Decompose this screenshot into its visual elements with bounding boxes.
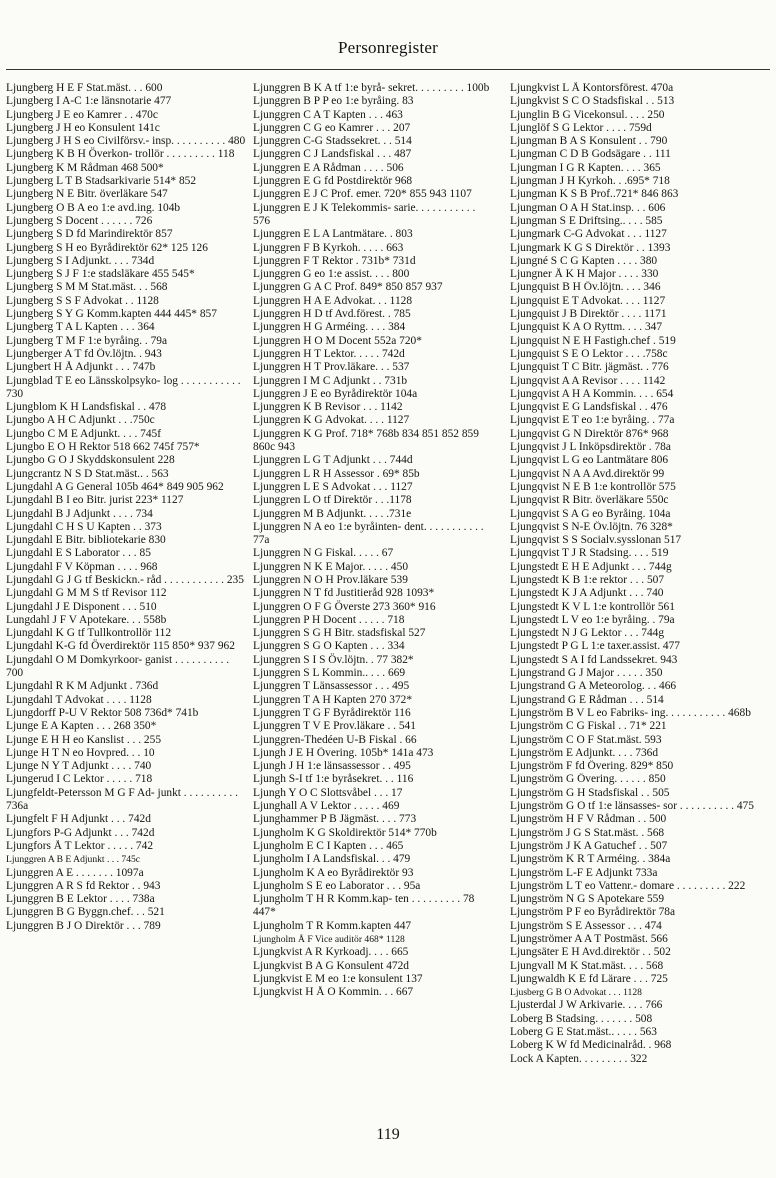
register-entry: Ljungberg J E eo Kamrer . . 470c xyxy=(6,108,158,121)
register-entry: Lungdahl J F V Apotekare. . . 558b xyxy=(6,613,167,626)
register-entry: Ljungberg O B A eo 1:e avd.ing. 104b xyxy=(6,201,181,214)
register-entry: Ljunggren T G F Byrådirektör 116 xyxy=(253,706,411,719)
register-entry: Ljungbo E O H Rektor 518 662 745f 757* xyxy=(6,441,200,454)
register-entry: Ljungquist K A O Ryttm. . . . 347 xyxy=(510,321,663,334)
register-entry: Ljungholm T H R Komm.kap- ten . . . . . . . . . 78 447* xyxy=(253,893,475,919)
register-entry: Ljunghammer P B Jägmäst. . . . 773 xyxy=(253,813,417,826)
register-entry: Ljungberg S M M Stat.mäst. . . 568 xyxy=(6,281,168,294)
register-entry: Ljungholm K A eo Byrådirektör 93 xyxy=(253,866,414,879)
register-entry: Ljunggren A R S fd Rektor . . 943 xyxy=(6,879,161,892)
register-entry: Ljungbert H Å Adjunkt . . . 747b xyxy=(6,361,156,374)
register-entry: Ljungberg I A-C 1:e länsnotarie 477 xyxy=(6,95,172,108)
register-entry: Ljungdahl A G General 105b 464* 849 905 962 xyxy=(6,480,224,493)
register-entry: Ljungqvist N E B 1:e kontrollör 575 xyxy=(510,480,676,493)
register-entry: Ljungqvist L G eo Lantmätare 806 xyxy=(510,454,669,467)
register-entry: Ljungstedt N J G Lektor . . . 744g xyxy=(510,627,665,640)
register-entry: Ljungström G H Stadsfiskal . . 505 xyxy=(510,786,670,799)
register-entry: Ljungfors Å T Lektor . . . . . 742 xyxy=(6,839,154,852)
register-entry: Ljungdorff P-U V Rektor 508 736d* 741b xyxy=(6,706,199,719)
register-entry: Ljungman C D B Godsägare . . 111 xyxy=(510,148,671,161)
register-entry: Ljungquist B H Öv.löjtn. . . . 346 xyxy=(510,281,661,294)
register-entry: Ljungholm I A Landsfiskal. . . 479 xyxy=(253,853,411,866)
register-entry: Ljunggren N A eo 1:e byråinten- dent. . . . . . . . . . . 77a xyxy=(253,520,484,547)
register-entry: Ljungström B V L eo Fabriks- ing. . . . . . . . . . . 468b xyxy=(510,706,751,719)
register-entry: Ljunggren O F G Överste 273 360* 916 xyxy=(253,600,436,613)
register-entry: Ljungström L-F E Adjunkt 733a xyxy=(510,866,658,879)
register-entry: Ljungvall M K Stat.mäst. . . . 568 xyxy=(510,959,664,972)
register-entry: Ljungström C G Fiskal . . 71* 221 xyxy=(510,720,667,733)
register-entry: Ljunggren N G Fiskal. . . . . 67 xyxy=(253,547,394,560)
register-entry: Ljungh Y O C Slottsvåbel . . . 17 xyxy=(253,786,403,799)
register-entry: Ljungqvist S A G eo Byråing. 104a xyxy=(510,507,671,520)
register-entry: Ljungdahl G M M S tf Revisor 112 xyxy=(6,587,167,600)
register-entry: Ljungholm Å F Vice auditör 468* 1128 xyxy=(253,934,405,945)
register-entry: Ljunggren F T Rektor . 731b* 731d xyxy=(253,254,416,267)
register-entry: Ljunggren E J K Telekommis- sarie. . . . . . . . . . . 576 xyxy=(253,201,476,227)
page-header: Personregister xyxy=(337,38,439,57)
register-entry: Ljungquist J B Direktör . . . . 1171 xyxy=(510,308,667,321)
register-entry: Ljungberg S D fd Marindirektör 857 xyxy=(6,228,173,241)
register-entry: Ljunggren F B Kyrkoh. . . . . 663 xyxy=(253,241,404,254)
register-entry: Ljunggren H O M Docent 552a 720* xyxy=(253,334,422,347)
register-entry: Ljunggren E G fd Postdirektör 968 xyxy=(253,175,413,188)
register-entry: Ljungh J H 1:e länsassessor . . 495 xyxy=(253,760,411,773)
register-entry: Ljungman I G R Kapten. . . . 365 xyxy=(510,161,661,174)
register-entry: Ljungberg S J F 1:e stadsläkare 455 545* xyxy=(6,268,195,281)
register-entry: Ljungberg S I Adjunkt. . . . 734d xyxy=(6,254,155,267)
register-entry: Ljungdahl B J Adjunkt . . . . 734 xyxy=(6,507,153,520)
register-entry: Ljunggren B K A tf 1:e byrå- sekret. . . . . . . . . 100b xyxy=(253,82,490,94)
register-entry: Ljungkvist E M eo 1:e konsulent 137 xyxy=(253,972,423,985)
register-entry: Ljunggren H G Arméing. . . . 384 xyxy=(253,321,406,334)
register-entry: Ljunggren C G eo Kamrer . . . 207 xyxy=(253,121,411,134)
register-entry: Ljunggren P H Docent . . . . . 718 xyxy=(253,613,405,626)
register-entry: Ljungström P F eo Byrådirektör 78a xyxy=(510,906,676,919)
register-entry: Ljunghall A V Lektor . . . . . 469 xyxy=(253,800,400,813)
register-entry: Ljunggren G eo 1:e assist. . . . 800 xyxy=(253,268,410,281)
register-entry: Ljunggren N O H Prov.läkare 539 xyxy=(253,573,408,586)
register-entry: Ljungberg H E F Stat.mäst. . . 600 xyxy=(6,82,163,94)
register-entry: Ljungdahl J E Disponent . . . 510 xyxy=(6,600,157,613)
register-entry: Ljunggren L O tf Direktör . . .1178 xyxy=(253,494,412,507)
register-entry: Ljungstedt K B 1:e rektor . . . 507 xyxy=(510,573,665,586)
register-entry: Ljunggren B E Lektor . . . . 738a xyxy=(6,893,155,906)
register-entry: Ljungh S-I tf 1:e byråsekret. . . 116 xyxy=(253,773,414,786)
register-entry: Ljunggren C A T Kapten . . . 463 xyxy=(253,108,403,121)
register-entry: Ljunggren S G O Kapten . . . 334 xyxy=(253,640,405,653)
register-entry: Ljungdahl F V Köpman . . . . 968 xyxy=(6,560,158,573)
register-entry: Ljungkvist L Å Kontorsförest. 470a xyxy=(510,82,674,94)
register-entry: Ljunggren L G T Adjunkt . . . 744d xyxy=(253,454,413,467)
register-entry: Ljungdahl E S Laborator . . . 85 xyxy=(6,547,151,560)
register-entry: Loberg G E Stat.mäst.. . . . . 563 xyxy=(510,1026,657,1039)
register-entry: Ljungström L T eo Vattenr.- domare . . . . . . . . . 222 xyxy=(510,879,746,892)
register-entry: Ljungstrand G J Major . . . . . 350 xyxy=(510,667,663,680)
register-entry: Ljungman K S B Prof..721* 846 863 xyxy=(510,188,679,201)
register-entry: Ljungbo C M E Adjunkt. . . . 745f xyxy=(6,427,162,440)
register-entry: Ljunggren T A H Kapten 270 372* xyxy=(253,693,413,706)
register-entry: Ljungqvist G N Direktör 876* 968 xyxy=(510,427,669,440)
register-entry: Ljungqvist S S Socialv.sysslonan 517 xyxy=(510,534,682,547)
register-entry: Ljungström J K A Gatuchef . . 507 xyxy=(510,839,668,852)
register-entry: Ljungcrantz N S D Stat.mäst.. . 563 xyxy=(6,467,169,480)
register-entry: Ljungbo G O J Skyddskonsulent 228 xyxy=(6,454,175,467)
register-entry: Ljungberg S Docent . . . . . . 726 xyxy=(6,214,153,227)
register-entry: Ljunggren C J Landsfiskal . . . 487 xyxy=(253,148,412,161)
register-entry: Ljungqvist A A Revisor . . . . 1142 xyxy=(510,374,666,387)
register-entry: Ljungblom K H Landsfiskal . . 478 xyxy=(6,401,167,414)
register-entry: Ljusterdal J W Arkivarie. . . . 766 xyxy=(510,999,663,1012)
register-entry: Ljungblad T E eo Länsskolpsyko- log . . . . . . . . . . . 730 xyxy=(6,374,241,400)
register-entry: Ljungströmer A A T Postmäst. 566 xyxy=(510,933,668,945)
register-entry: Ljungman S E Driftsing.. . . . 585 xyxy=(510,214,663,227)
register-entry: Ljunggren N T fd Justitieråd 928 1093* xyxy=(253,587,435,600)
register-entry: Ljungdahl R K M Adjunkt . 736d xyxy=(6,680,159,693)
register-entry: Ljungwaldh K E fd Lärare . . . 725 xyxy=(510,972,668,985)
register-entry: Ljungman J H Kyrkoh. . .695* 718 xyxy=(510,175,670,188)
register-entry: Ljungberg T A L Kapten . . . 364 xyxy=(6,321,155,334)
register-entry: Loberg B Stadsing. . . . . . . 508 xyxy=(510,1012,653,1025)
register-entry: Ljunggren M B Adjunkt. . . . .731e xyxy=(253,507,412,520)
register-entry: Ljungkvist A R Kyrkoadj. . . . 665 xyxy=(253,946,409,959)
register-entry: Ljungberg J H eo Konsulent 141c xyxy=(6,121,160,134)
register-entry: Ljungberg S Y G Komm.kapten 444 445* 857 xyxy=(6,308,217,321)
register-entry: Ljunggren C-G Stadssekret. . . 514 xyxy=(253,135,412,148)
register-entry: Ljungdahl T Advokat . . . . 1128 xyxy=(6,693,152,706)
register-entry: Ljungsäter E H Avd.direktör . . 502 xyxy=(510,946,671,959)
register-entry: Ljunggren I M C Adjunkt . . 731b xyxy=(253,374,408,387)
register-entry: Ljungstedt S A I fd Landssekret. 943 xyxy=(510,653,678,666)
register-entry: Ljungqvist J L Inköpsdirektör . 78a xyxy=(510,441,671,454)
register-entry: Ljungkvist S C O Stadsfiskal . . 513 xyxy=(510,95,675,108)
register-entry: Ljunggren B J O Direktör . . . 789 xyxy=(6,919,161,932)
register-entry: Ljungstedt P G L 1:e taxer.assist. 477 xyxy=(510,640,680,653)
register-entry: Ljungquist S E O Lektor . . . .758c xyxy=(510,347,668,360)
register-entry: Ljungqvist E T eo 1:e byråing. . 77a xyxy=(510,414,675,427)
register-entry: Ljungdahl E Bitr. bibliotekarie 830 xyxy=(6,534,166,547)
register-entry: Ljungberg S S F Advokat . . 1128 xyxy=(6,294,159,307)
register-entry: Ljungdahl K G tf Tullkontrollör 112 xyxy=(6,627,172,640)
register-entry: Ljungdahl K-G fd Överdirektör 115 850* 937 962 xyxy=(6,640,235,653)
register-entry: Ljunggren T V E Prov.läkare . . 541 xyxy=(253,720,416,733)
register-entry: Ljungfelt F H Adjunkt . . . 742d xyxy=(6,813,151,826)
register-entry: Ljungfors P-G Adjunkt . . . 742d xyxy=(6,826,155,839)
register-entry: Ljungberg L T B Stadsarkivarie 514* 852 xyxy=(6,175,197,188)
register-entry: Ljungström G Övering. . . . . . 850 xyxy=(510,773,666,786)
register-entry: Ljungstedt L V eo 1:e byråing. . 79a xyxy=(510,613,675,626)
register-entry: Ljunge N Y T Adjunkt . . . . 740 xyxy=(6,760,152,773)
register-entry: Ljungmark C-G Advokat . . . 1127 xyxy=(510,228,667,241)
register-entry: Ljungh J E H Övering. 105b* 141a 473 xyxy=(253,746,434,759)
register-entry: Ljungström N G S Apotekare 559 xyxy=(510,893,665,906)
register-entry: Ljungmark K G S Direktör . . 1393 xyxy=(510,241,671,254)
register-entry: Ljungdahl C H S U Kapten . . 373 xyxy=(6,520,162,533)
register-entry: Ljungqvist S N-E Öv.löjtn. 76 328* xyxy=(510,520,673,533)
register-entry: Ljungström G O tf 1:e länsasses- sor . . . . . . . . . . 475 xyxy=(510,800,754,813)
register-entry: Ljunggren B G Byggn.chef. . . 521 xyxy=(6,906,165,919)
register-entry: Ljunggren A B E Adjunkt . . . 745c xyxy=(6,854,141,866)
register-entry: Ljunggren B P P eo 1:e byråing. 83 xyxy=(253,95,414,108)
register-entry: Ljungberg K B H Överkon- trollör . . . . . . . . . 118 xyxy=(6,148,235,161)
register-entry: Ljungholm E C I Kapten . . . 465 xyxy=(253,839,404,852)
register-entry: Ljunggren N K E Major. . . . . 450 xyxy=(253,560,409,573)
register-entry: Ljungberger A T fd Öv.löjtn. . 943 xyxy=(6,347,162,360)
register-entry: Ljungberg N E Bitr. överläkare 547 xyxy=(6,188,168,201)
register-entry: Ljungstedt K V L 1:e kontrollör 561 xyxy=(510,600,675,613)
register-entry: Ljungman O A H Stat.insp. . . 606 xyxy=(510,201,666,214)
register-entry: Ljungström C O F Stat.mäst. 593 xyxy=(510,733,662,746)
register-entry: Ljunggren K B Revisor . . . 1142 xyxy=(253,401,403,414)
register-entry: Ljungholm T R Komm.kapten 447 xyxy=(253,919,412,932)
register-entry: Ljunglin B G Vicekonsul. . . . 250 xyxy=(510,108,665,121)
register-entry: Ljunggren S G H Bitr. stadsfiskal 527 xyxy=(253,627,426,640)
register-entry: Ljunggren A E . . . . . . . 1097a xyxy=(6,866,144,879)
register-entry: Ljungkvist H Å O Kommin. . . 667 xyxy=(253,986,414,999)
register-entry: Ljungstedt E H E Adjunkt . . . 744g xyxy=(510,560,672,573)
register-entry: Ljungquist T C Bitr. jägmäst. . 776 xyxy=(510,361,669,374)
register-entry: Ljungstrand G E Rådman . . . 514 xyxy=(510,693,664,706)
register-entry: Ljunggren K G Advokat. . . . 1127 xyxy=(253,414,410,427)
register-entry: Ljungholm K G Skoldirektör 514* 770b xyxy=(253,826,437,839)
register-entry: Ljungbo A H C Adjunkt . . .750c xyxy=(6,414,155,427)
register-entry: Ljungstedt K J A Adjunkt . . . 740 xyxy=(510,587,664,600)
register-entry: Ljunggren T Länsassessor . . . 495 xyxy=(253,680,410,693)
register-entry: Ljunggren H T Prov.läkare. . . 537 xyxy=(253,361,410,374)
register-entry: Ljungquist N E H Fastigh.chef . 519 xyxy=(510,334,676,347)
register-entry: Ljunge E H H eo Kanslist . . . 255 xyxy=(6,733,162,746)
register-entry: Ljungdahl B I eo Bitr. jurist 223* 1127 xyxy=(6,494,184,507)
register-entry: Ljunggren E A Rådman . . . . 506 xyxy=(253,161,404,174)
register-entry: Ljungqvist R Bitr. överläkare 550c xyxy=(510,494,669,507)
register-entry: Ljungné S C G Kapten . . . . 380 xyxy=(510,254,658,267)
register-column-1 xyxy=(6,82,248,933)
register-entry: Ljungfeldt-Petersson M G F Ad- junkt . . . . . . . . . . 736a xyxy=(6,786,238,813)
register-entry: Ljungman B A S Konsulent . . 790 xyxy=(510,135,668,148)
header-rule xyxy=(6,69,770,70)
register-entry: Ljungberg S H eo Byrådirektör 62* 125 126 xyxy=(6,241,208,254)
register-entry: Ljunggren H D tf Avd.förest. . 785 xyxy=(253,308,411,321)
register-entry: Ljungström F fd Övering. 829* 850 xyxy=(510,760,674,773)
register-entry: Ljungstrand G A Meteorolog. . . 466 xyxy=(510,680,677,693)
register-entry: Ljungdahl O M Domkyrkoor- ganist . . . . . . . . . . 700 xyxy=(6,653,230,680)
register-entry: Ljunglöf S G Lektor . . . . 759d xyxy=(510,121,652,134)
register-entry: Ljungström K R T Arméing. . 384a xyxy=(510,853,671,866)
register-entry: Ljungquist E T Advokat. . . . 1127 xyxy=(510,294,666,307)
register-entry: Ljunggren L E S Advokat . . . 1127 xyxy=(253,480,413,493)
register-entry: Loberg K W fd Medicinalråd. . 968 xyxy=(510,1039,672,1052)
register-entry: Ljunggren L R H Assessor . 69* 85b xyxy=(253,467,420,480)
register-entry: Ljungdahl G J G tf Beskickn.- råd . . . . . . . . . . . 235 xyxy=(6,573,244,586)
register-entry: Ljunge H T N eo Hovpred. . . 10 xyxy=(6,746,155,759)
register-entry: Ljunggren J E eo Byrådirektör 104a xyxy=(253,387,418,400)
register-entry: Ljungström S E Assessor . . . 474 xyxy=(510,919,662,932)
register-entry: Ljungström E Adjunkt. . . . 736d xyxy=(510,746,659,759)
register-entry: Ljunggren K G Prof. 718* 768b 834 851 852 859 860c 943 xyxy=(253,427,479,454)
register-entry: Ljunggren H A E Advokat. . . 1128 xyxy=(253,294,413,307)
register-entry: Ljunggren-Thedéen U-B Fiskal . 66 xyxy=(253,733,417,746)
register-column-3 xyxy=(510,82,756,1066)
register-entry: Ljungqvist E G Landsfiskal . . 476 xyxy=(510,401,668,414)
register-entry: Ljungberg T M F 1:e byråing. . 79a xyxy=(6,334,168,347)
page-number: 119 xyxy=(376,1126,400,1143)
register-entry: Ljunggren E J C Prof. emer. 720* 855 943 1107 xyxy=(253,188,472,201)
register-entry: Ljunggren S L Kommin.. . . . 669 xyxy=(253,667,406,680)
register-entry: Ljungerud I C Lektor . . . . . 718 xyxy=(6,773,153,786)
register-entry: Ljungholm S E eo Laborator . . . 95a xyxy=(253,879,421,892)
register-entry: Ljunge E A Kapten . . . 268 350* xyxy=(6,720,157,733)
register-entry: Ljungström H F V Rådman . . 500 xyxy=(510,813,667,826)
register-entry: Lock A Kapten. . . . . . . . . 322 xyxy=(510,1052,648,1065)
register-entry: Ljungqvist T J R Stadsing. . . . 519 xyxy=(510,547,669,560)
register-entry: Ljungberg K M Rådman 468 500* xyxy=(6,161,164,174)
register-entry: Ljunggren H T Lektor. . . . . 742d xyxy=(253,347,405,360)
register-entry: Ljungner Å K H Major . . . . 330 xyxy=(510,268,659,281)
register-entry: Ljunggren E L A Lantmätare. . 803 xyxy=(253,228,413,241)
register-entry: Ljungqvist N A A Avd.direktör 99 xyxy=(510,467,665,480)
register-entry: Ljungqvist A H A Kommin. . . . 654 xyxy=(510,387,674,400)
register-entry: Ljungström J G S Stat.mäst. . 568 xyxy=(510,826,665,839)
register-entry: Ljungberg J H S eo Civilförsv.- insp. . . . . . . . . . 480 xyxy=(6,135,246,148)
register-entry: Ljusberg G B O Advokat . . . 1128 xyxy=(510,987,642,999)
register-entry: Ljunggren G A C Prof. 849* 850 857 937 xyxy=(253,281,443,294)
register-entry: Ljungkvist B A G Konsulent 472d xyxy=(253,959,409,972)
register-column-2 xyxy=(253,82,495,999)
register-entry: Ljunggren S I S Öv.löjtn. . 77 382* xyxy=(253,653,414,666)
